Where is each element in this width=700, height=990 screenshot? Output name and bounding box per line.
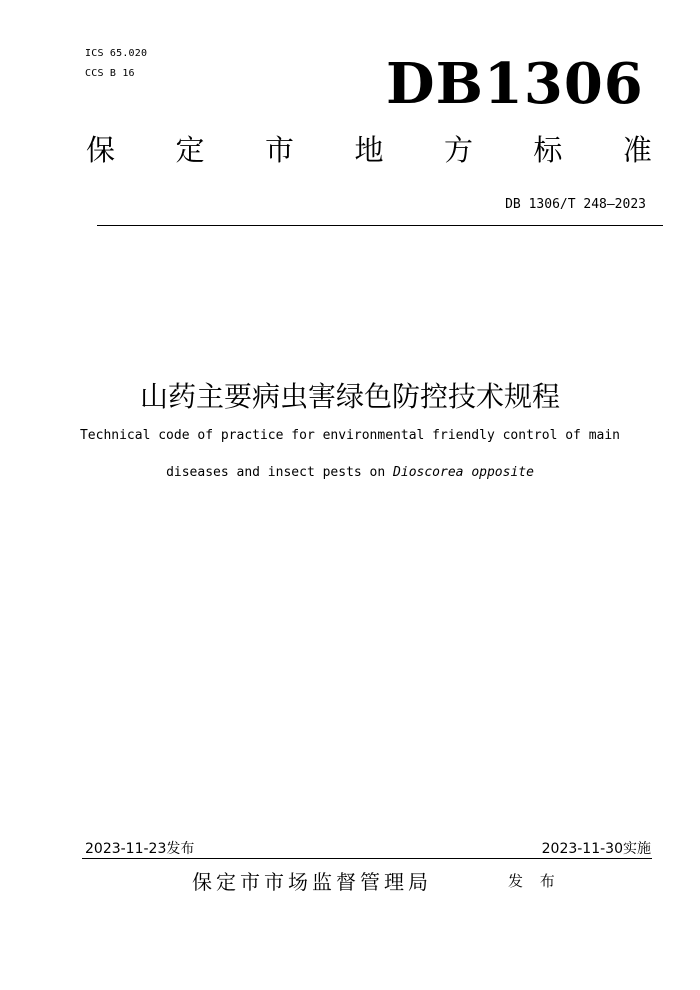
issue-date-line	[85, 838, 194, 858]
publisher-name: 保定市市场监督管理局	[192, 870, 432, 894]
title-species-name: Dioscorea opposite	[393, 465, 534, 480]
standard-type-char: 市	[264, 133, 294, 167]
standard-type-char: 地	[354, 133, 384, 167]
ccs-code: CCS B 16	[85, 68, 135, 79]
standard-type-char: 标	[533, 133, 563, 167]
ics-code: ICS 65.020	[85, 48, 148, 59]
implement-date: 2023-11-30	[541, 841, 623, 857]
footer-divider	[82, 858, 652, 859]
standard-type-char: 保	[86, 133, 116, 167]
title-english-prefix: diseases and insect pests on	[166, 465, 394, 480]
standard-type-char: 定	[175, 133, 205, 167]
implement-date-line	[542, 838, 651, 858]
standard-type-char: 准	[622, 133, 652, 167]
document-title-english-line2	[0, 465, 700, 480]
standard-logo: DB1306	[386, 51, 644, 117]
implement-label: 实施	[623, 841, 651, 857]
document-title-chinese: 山药主要病虫害绿色防控技术规程	[139, 380, 560, 413]
standard-type-heading	[86, 133, 652, 167]
standard-number: DB 1306/T 248—2023	[505, 197, 646, 212]
header-divider	[97, 225, 663, 226]
publish-word: 发 布	[508, 872, 561, 890]
issue-date: 2023-11-23	[85, 841, 167, 857]
issue-label: 发布	[166, 841, 195, 857]
document-title-english-line1: Technical code of practice for environmental friendly control of main	[79, 428, 621, 443]
standard-type-char: 方	[443, 133, 473, 167]
